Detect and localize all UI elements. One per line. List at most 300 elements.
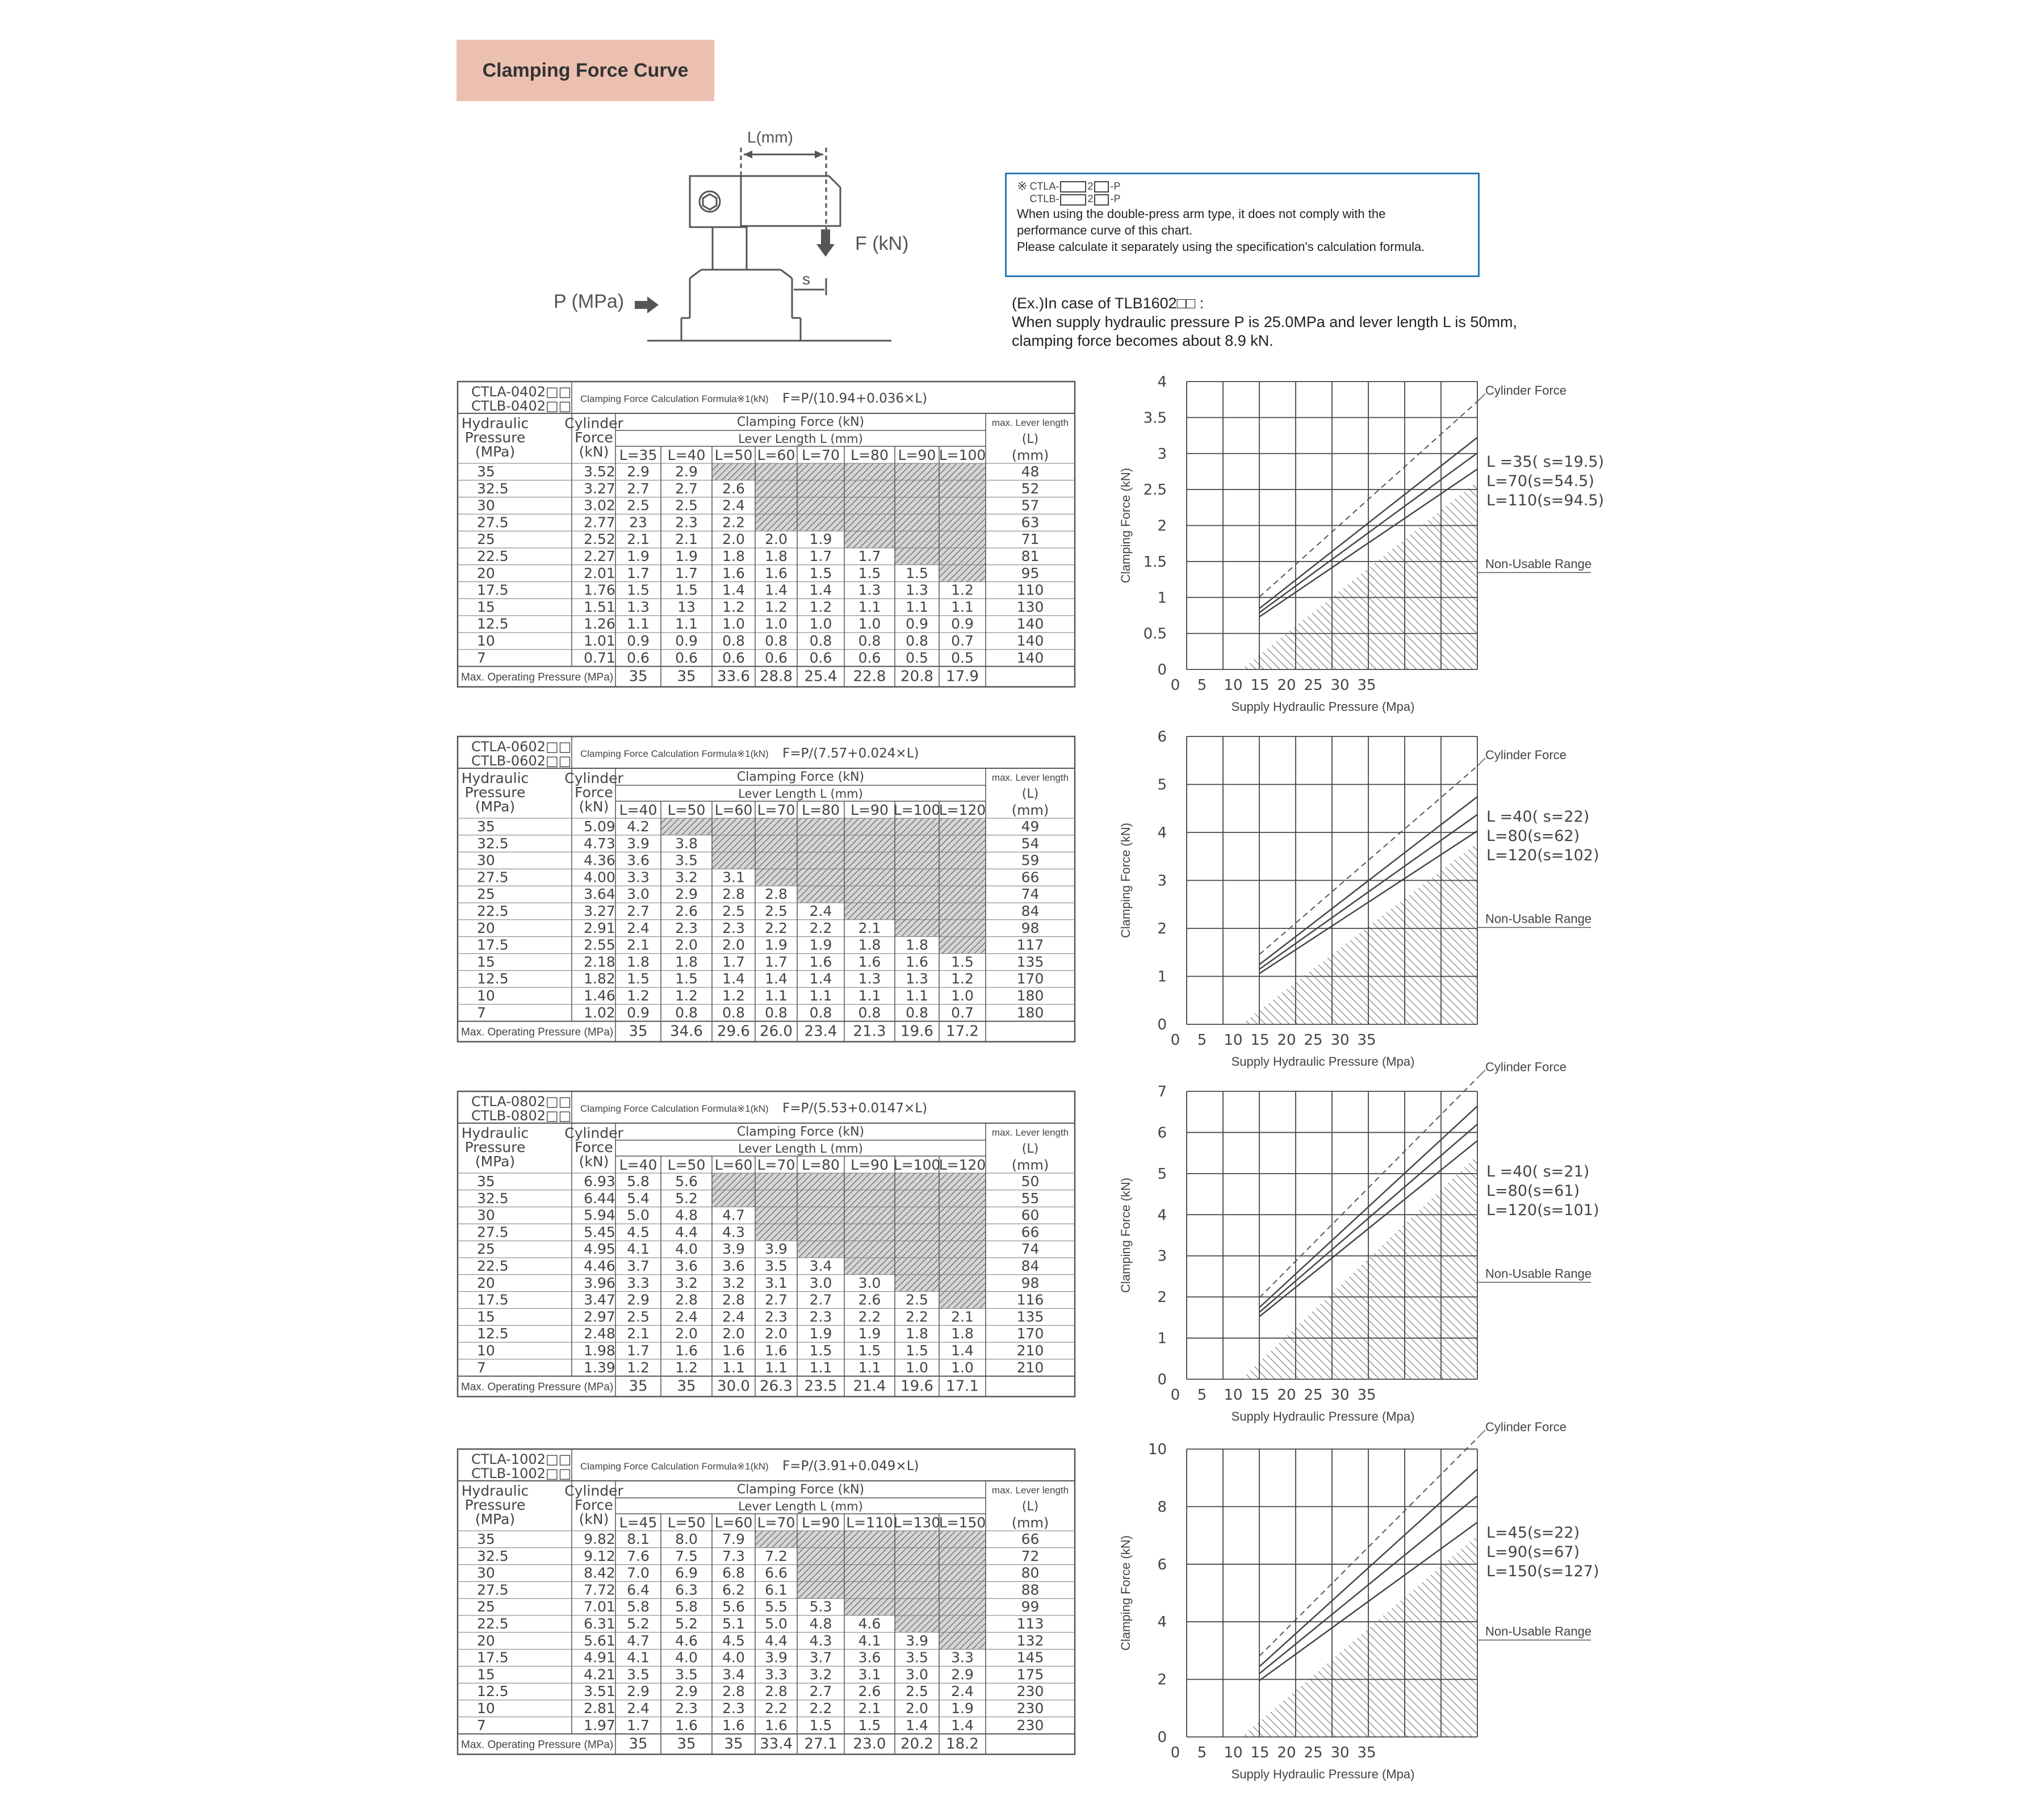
model-suffix: -P xyxy=(1110,193,1121,205)
pressure-value: 27.5 xyxy=(477,869,509,886)
lever-length-label: L=100 xyxy=(893,802,941,818)
table-row xyxy=(477,953,1044,970)
y-axis-label: Clamping Force (kN) xyxy=(1119,1535,1133,1651)
clamping-force-value: 1.5 xyxy=(858,564,881,581)
clamping-force-value: 1.1 xyxy=(858,987,881,1004)
max-operating-pressure-value: 27.1 xyxy=(804,1735,837,1753)
lever-length-label: L=40 xyxy=(619,802,657,818)
cylinder-force-value: 4.46 xyxy=(584,1258,615,1274)
max-operating-pressure-value: 33.4 xyxy=(760,1735,793,1753)
clamping-force-value: 1.5 xyxy=(906,564,928,581)
unusable-cell-block xyxy=(755,497,986,514)
pressure-value: 17.5 xyxy=(477,1291,509,1308)
lever-length-label: L=70 xyxy=(757,1514,795,1531)
cylinder-force-value: 2.18 xyxy=(584,953,615,970)
max-lever-value: 210 xyxy=(1016,1359,1044,1376)
hydraulic-pressure-header: Pressure xyxy=(464,1139,526,1155)
lever-length-label: L=60 xyxy=(757,447,795,463)
cylinder-force-value: 1.97 xyxy=(584,1716,615,1734)
clamping-force-value: 0.9 xyxy=(951,616,974,633)
unusable-cell-block xyxy=(661,818,986,835)
x-tick-label: 30 xyxy=(1330,1032,1350,1049)
clamping-force-value: 3.5 xyxy=(675,852,698,869)
max-lever-unit: (mm) xyxy=(1011,802,1049,818)
y-tick-label: 4 xyxy=(1157,1207,1167,1224)
hydraulic-pressure-header: (MPa) xyxy=(475,443,516,460)
lever-length-label: L=120 xyxy=(939,802,986,818)
x-tick-label: 20 xyxy=(1277,1744,1296,1761)
lever-length-label: L=80 xyxy=(802,1157,840,1173)
x-tick-label: 30 xyxy=(1330,677,1350,694)
cylinder-force-value: 5.45 xyxy=(584,1224,615,1241)
max-lever-header: max. Lever length xyxy=(991,772,1069,783)
clamping-force-value: 6.3 xyxy=(675,1581,698,1598)
clamping-force-value: 4.5 xyxy=(722,1632,745,1649)
y-tick-label: 0 xyxy=(1157,662,1167,679)
unusable-cell-block xyxy=(895,548,986,565)
clamping-force-value: 7.2 xyxy=(765,1547,788,1564)
clamping-force-value: 5.1 xyxy=(722,1615,745,1632)
max-operating-pressure-value: 35 xyxy=(677,1378,696,1395)
clamping-force-value: 2.2 xyxy=(765,919,788,936)
clamping-force-value: 2.0 xyxy=(765,1325,788,1342)
clamping-force-value: 2.1 xyxy=(858,1700,881,1716)
clamping-force-value: 2.0 xyxy=(906,1700,928,1716)
pressure-value: 35 xyxy=(477,463,495,480)
y-tick-label: 1.5 xyxy=(1143,553,1167,571)
clamping-force-value: 1.9 xyxy=(809,1325,832,1342)
table-row xyxy=(477,616,1044,632)
clamping-force-value: 2.5 xyxy=(627,1308,650,1325)
clamping-force-value: 1.1 xyxy=(809,987,832,1004)
cylinder-force-value: 2.97 xyxy=(584,1308,615,1325)
unusable-cell-block xyxy=(755,1531,986,1548)
clamping-force-value: 7.9 xyxy=(722,1531,745,1547)
hydraulic-pressure-header: (MPa) xyxy=(475,1511,516,1527)
clamping-force-value: 2.7 xyxy=(809,1291,832,1308)
clamping-force-value: 4.4 xyxy=(765,1632,788,1649)
y-tick-label: 2.5 xyxy=(1143,482,1167,499)
cylinder-force-value: 3.51 xyxy=(584,1683,615,1700)
clamping-force-value: 0.9 xyxy=(627,1004,650,1021)
pressure-value: 32.5 xyxy=(477,480,509,497)
cylinder-force-header: Force xyxy=(575,429,613,446)
clamping-force-value: 2.0 xyxy=(722,531,745,548)
formula: F=P/(3.91+0.049×L) xyxy=(782,1459,919,1473)
clamping-force-value: 1.5 xyxy=(951,953,974,970)
clamping-force-value: 2.9 xyxy=(675,1683,698,1700)
cylinder-force-value: 1.51 xyxy=(584,598,615,616)
clamping-force-value: 0.8 xyxy=(722,633,745,649)
cylinder-force-value: 1.02 xyxy=(584,1004,615,1021)
max-lever-value: 66 xyxy=(1021,1531,1040,1547)
unusable-cell-block xyxy=(844,1598,986,1615)
max-lever-header: max. Lever length xyxy=(991,1485,1069,1496)
clamping-force-value: 2.9 xyxy=(627,463,650,480)
clamping-force-value: 1.5 xyxy=(809,1716,832,1734)
formula-label: Clamping Force Calculation Formula※1(kN) xyxy=(580,748,769,759)
clamping-force-value: 2.3 xyxy=(675,919,698,936)
max-lever-l: (L) xyxy=(1021,1142,1039,1156)
max-lever-value: 95 xyxy=(1021,564,1040,581)
x-tick-label: 0 xyxy=(1170,1032,1180,1049)
clamping-force-value: 1.6 xyxy=(722,1716,745,1734)
series-label: L=150(s=127) xyxy=(1486,1563,1599,1580)
max-operating-pressure-value: 35 xyxy=(629,1735,648,1753)
clamping-force-value: 1.6 xyxy=(906,953,928,970)
clamping-force-value: 1.4 xyxy=(809,970,832,987)
lever-length-header: Lever Length L (mm) xyxy=(738,432,863,446)
clamping-force-value: 5.6 xyxy=(722,1598,745,1615)
pressure-value: 17.5 xyxy=(477,581,509,598)
clamping-force-value: 2.6 xyxy=(858,1291,881,1308)
model-digit: 2 xyxy=(1087,193,1094,205)
model-name-b: CTLB-0802□□ xyxy=(471,1108,572,1124)
clamping-force-value: 2.4 xyxy=(627,1700,650,1716)
clamping-force-value: 2.9 xyxy=(951,1666,974,1683)
clamping-force-value: 2.1 xyxy=(951,1308,974,1325)
table-row xyxy=(477,1717,1044,1734)
clamping-force-value: 2.7 xyxy=(765,1291,788,1308)
clamping-force-value: 4.0 xyxy=(675,1649,698,1666)
clamping-force-value: 4.8 xyxy=(809,1615,832,1632)
max-lever-value: 230 xyxy=(1016,1700,1044,1716)
y-tick-label: 0 xyxy=(1157,1371,1167,1388)
model-name-a: CTLA-0802□□ xyxy=(471,1094,572,1110)
clamping-force-value: 0.7 xyxy=(951,633,974,649)
max-lever-value: 132 xyxy=(1016,1632,1044,1649)
clamping-force-value: 1.8 xyxy=(951,1325,974,1342)
max-operating-pressure-value: 22.8 xyxy=(853,668,886,685)
unusable-cell-block xyxy=(797,1581,986,1598)
clamping-force-value: 3.3 xyxy=(627,1274,650,1291)
pressure-value: 10 xyxy=(477,1342,495,1359)
max-lever-value: 66 xyxy=(1021,869,1040,886)
spec-table-2 xyxy=(458,736,1075,1042)
clamping-force-value: 3.6 xyxy=(858,1649,881,1666)
clamping-force-value: 0.8 xyxy=(809,1004,832,1021)
pressure-value: 7 xyxy=(477,1359,486,1376)
pressure-value: 12.5 xyxy=(477,970,509,987)
max-operating-pressure-value: 21.4 xyxy=(853,1378,886,1395)
cylinder-force-value: 7.01 xyxy=(584,1598,615,1615)
table-row xyxy=(477,1342,1044,1359)
clamping-force-value: 2.9 xyxy=(627,1683,650,1700)
clamping-force-value: 0.8 xyxy=(765,633,788,649)
pressure-value: 32.5 xyxy=(477,835,509,852)
lever-length-label: L=35 xyxy=(619,447,657,463)
pressure-value: 15 xyxy=(477,1308,495,1325)
p-label: P (MPa) xyxy=(554,291,625,312)
clamping-force-value: 3.1 xyxy=(722,869,745,886)
cylinder-force-value: 1.76 xyxy=(584,581,615,598)
lever-length-label: L=70 xyxy=(757,802,795,818)
y-tick-label: 0.5 xyxy=(1143,625,1167,643)
series-label: L=120(s=102) xyxy=(1486,847,1599,864)
clamping-force-value: 0.8 xyxy=(809,633,832,649)
clamping-force-value: 5.8 xyxy=(675,1598,698,1615)
y-tick-label: 5 xyxy=(1157,776,1167,794)
max-lever-value: 55 xyxy=(1021,1190,1040,1207)
y-tick-label: 2 xyxy=(1157,517,1167,535)
clamping-force-value: 2.5 xyxy=(906,1291,928,1308)
lever-length-label: L=70 xyxy=(757,1157,795,1173)
clamping-force-value: 4.1 xyxy=(858,1632,881,1649)
unusable-cell-block xyxy=(755,1207,986,1224)
clamping-force-value: 3.4 xyxy=(722,1666,745,1683)
max-lever-value: 84 xyxy=(1021,903,1040,919)
unusable-cell-block xyxy=(712,852,986,869)
clamping-force-value: 1.0 xyxy=(906,1359,928,1376)
clamping-force-value: 3.2 xyxy=(722,1274,745,1291)
formula-label: Clamping Force Calculation Formula※1(kN) xyxy=(580,1103,769,1114)
clamping-force-value: 1.2 xyxy=(722,598,745,616)
max-lever-value: 49 xyxy=(1021,818,1040,835)
clamping-force-value: 1.7 xyxy=(809,548,832,564)
lever-length-label: L=90 xyxy=(802,1514,840,1531)
clamping-force-value: 2.5 xyxy=(722,903,745,919)
lever-length-label: L=60 xyxy=(714,1157,753,1173)
max-lever-value: 116 xyxy=(1016,1291,1044,1308)
clamping-force-value: 2.1 xyxy=(627,936,650,953)
clamping-force-value: 0.8 xyxy=(906,633,928,649)
cylinder-force-value: 1.98 xyxy=(584,1342,615,1359)
model-name-a: CTLA-0602□□ xyxy=(471,739,572,755)
pressure-value: 10 xyxy=(477,1700,495,1716)
clamping-force-value: 1.6 xyxy=(675,1342,698,1359)
unusable-cell-block xyxy=(895,1275,986,1292)
pressure-value: 7 xyxy=(477,1716,486,1734)
lever-length-label: L=60 xyxy=(714,1514,753,1531)
cylinder-force-value: 2.81 xyxy=(584,1700,615,1716)
clamping-force-value: 1.5 xyxy=(675,970,698,987)
unusable-cell-block xyxy=(844,531,986,548)
clamping-force-value: 2.8 xyxy=(722,1291,745,1308)
l-label: L(mm) xyxy=(747,128,793,146)
clamping-force-value: 0.8 xyxy=(858,1004,881,1021)
cylinder-force-label: Cylinder Force xyxy=(1485,1060,1567,1074)
clamping-force-value: 2.2 xyxy=(809,919,832,936)
clamping-force-value: 1.3 xyxy=(906,970,928,987)
y-axis-label: Clamping Force (kN) xyxy=(1119,823,1133,938)
table-row xyxy=(477,582,1044,598)
pressure-value: 32.5 xyxy=(477,1190,509,1207)
cylinder-force-header: Cylinder xyxy=(564,1483,623,1499)
clamping-force-value: 5.3 xyxy=(809,1598,832,1615)
force-chart-2 xyxy=(1119,729,1599,1069)
pressure-value: 35 xyxy=(477,1173,495,1190)
max-operating-pressure-value: 35 xyxy=(677,1735,696,1753)
clamping-force-value: 1.4 xyxy=(765,970,788,987)
pressure-value: 7 xyxy=(477,1004,486,1021)
max-lever-value: 117 xyxy=(1016,936,1044,953)
cylinder-force-value: 4.36 xyxy=(584,852,615,869)
non-usable-label: Non-Usable Range xyxy=(1485,911,1592,926)
clamping-force-value: 0.9 xyxy=(627,633,650,649)
pressure-value: 35 xyxy=(477,818,495,835)
table-row xyxy=(477,970,1044,987)
cylinder-force-value: 3.96 xyxy=(584,1274,615,1291)
cylinder-force-value: 4.73 xyxy=(584,835,615,852)
unusable-cell-block xyxy=(939,1632,986,1649)
clamping-force-value: 1.1 xyxy=(722,1359,745,1376)
clamping-force-value: 1.0 xyxy=(809,616,832,633)
max-lever-value: 175 xyxy=(1016,1666,1044,1683)
x-tick-label: 25 xyxy=(1304,1744,1323,1761)
x-tick-label: 25 xyxy=(1304,1387,1323,1404)
clamping-force-value: 1.7 xyxy=(675,564,698,581)
note-line-1: When using the double-press arm type, it does not comply with the xyxy=(1017,206,1386,221)
clamping-force-value: 2.4 xyxy=(722,497,745,514)
lever-length-label: L=80 xyxy=(802,802,840,818)
clamping-force-value: 1.6 xyxy=(765,1342,788,1359)
y-tick-label: 1 xyxy=(1157,589,1167,607)
clamping-force-value: 7.6 xyxy=(627,1547,650,1564)
x-tick-label: 10 xyxy=(1224,1032,1243,1049)
max-operating-pressure-value: 30.0 xyxy=(717,1378,750,1395)
max-lever-value: 59 xyxy=(1021,852,1040,869)
clamping-force-value: 1.8 xyxy=(858,936,881,953)
clamping-force-value: 13 xyxy=(677,598,696,616)
clamping-force-value: 1.9 xyxy=(809,936,832,953)
y-tick-label: 8 xyxy=(1157,1498,1167,1516)
max-lever-value: 52 xyxy=(1021,480,1040,497)
non-usable-label: Non-Usable Range xyxy=(1485,1624,1592,1639)
clamping-force-value: 3.2 xyxy=(809,1666,832,1683)
cylinder-force-header: (kN) xyxy=(579,1511,609,1527)
hydraulic-pressure-header: (MPa) xyxy=(475,1153,516,1170)
lever-length-label: L=50 xyxy=(714,447,753,463)
y-tick-label: 3.5 xyxy=(1143,409,1167,427)
clamping-force-header: Clamping Force (kN) xyxy=(736,1125,865,1139)
max-lever-value: 180 xyxy=(1016,987,1044,1004)
pressure-value: 10 xyxy=(477,987,495,1004)
y-tick-label: 0 xyxy=(1157,1729,1167,1746)
cylinder-force-value: 1.46 xyxy=(584,987,615,1004)
clamping-force-value: 1.4 xyxy=(722,970,745,987)
clamping-force-value: 0.6 xyxy=(627,649,650,666)
clamping-force-value: 2.2 xyxy=(765,1700,788,1716)
lever-length-label: L=100 xyxy=(939,447,986,463)
clamping-force-value: 1.6 xyxy=(765,1716,788,1734)
pressure-value: 25 xyxy=(477,1241,495,1258)
non-usable-region xyxy=(1241,481,1477,669)
lever-length-label: L=40 xyxy=(667,447,706,463)
clamping-force-value: 2.3 xyxy=(675,514,698,531)
clamping-force-value: 2.5 xyxy=(765,903,788,919)
hydraulic-pressure-header: Pressure xyxy=(464,784,526,801)
clamping-force-value: 2.8 xyxy=(722,1683,745,1700)
lever-length-header: Lever Length L (mm) xyxy=(738,1500,863,1513)
clamping-force-value: 2.4 xyxy=(627,919,650,936)
pressure-value: 30 xyxy=(477,497,495,514)
hydraulic-pressure-header: Hydraulic xyxy=(461,1125,529,1141)
max-operating-pressure-value: 19.6 xyxy=(900,1378,933,1395)
clamping-force-value: 1.0 xyxy=(722,616,745,633)
pressure-value: 22.5 xyxy=(477,1615,509,1632)
hydraulic-pressure-header: (MPa) xyxy=(475,798,516,815)
clamping-force-value: 4.7 xyxy=(722,1207,745,1224)
cylinder-force-value: 2.48 xyxy=(584,1325,615,1342)
cylinder-force-value: 2.77 xyxy=(584,514,615,531)
lever-length-label: L=130 xyxy=(893,1514,941,1531)
max-lever-value: 88 xyxy=(1021,1581,1040,1598)
clamping-force-value: 5.0 xyxy=(765,1615,788,1632)
lever-length-label: L=70 xyxy=(802,447,840,463)
clamping-force-value: 1.4 xyxy=(765,581,788,598)
clamping-force-value: 1.4 xyxy=(951,1716,974,1734)
y-tick-label: 4 xyxy=(1157,1614,1167,1631)
unusable-cell-block xyxy=(755,1224,986,1241)
table-row xyxy=(477,650,1044,666)
clamping-force-value: 5.8 xyxy=(627,1598,650,1615)
cylinder-force-label: Cylinder Force xyxy=(1485,1420,1567,1434)
max-lever-unit: (mm) xyxy=(1011,447,1049,463)
hydraulic-pressure-header: Pressure xyxy=(464,429,526,446)
clamping-force-value: 1.5 xyxy=(627,970,650,987)
max-lever-value: 140 xyxy=(1016,649,1044,666)
cylinder-force-value: 3.47 xyxy=(584,1291,615,1308)
lever-length-label: L=50 xyxy=(667,802,706,818)
clamping-force-value: 2.2 xyxy=(809,1700,832,1716)
pressure-value: 35 xyxy=(477,1531,495,1547)
clamping-force-value: 0.6 xyxy=(675,649,698,666)
clamping-force-value: 1.2 xyxy=(627,987,650,1004)
max-operating-pressure-value: 25.4 xyxy=(804,668,837,685)
max-operating-pressure-value: 26.3 xyxy=(760,1378,793,1395)
clamping-force-value: 1.0 xyxy=(951,987,974,1004)
pressure-value: 27.5 xyxy=(477,514,509,531)
clamping-force-value: 6.8 xyxy=(722,1564,745,1581)
clamping-force-value: 2.1 xyxy=(627,531,650,548)
clamping-force-value: 1.8 xyxy=(765,548,788,564)
lever-length-label: L=100 xyxy=(893,1157,941,1173)
y-tick-label: 3 xyxy=(1157,445,1167,463)
hydraulic-pressure-header: Hydraulic xyxy=(461,1483,529,1499)
cylinder-force-header: Force xyxy=(575,1497,613,1513)
clamping-force-value: 0.8 xyxy=(858,633,881,649)
series-label: L=90(s=67) xyxy=(1486,1543,1580,1561)
x-tick-label: 0 xyxy=(1170,1744,1180,1761)
clamping-force-value: 4.6 xyxy=(858,1615,881,1632)
note-mark: ※ xyxy=(1017,179,1028,193)
table-row xyxy=(477,1359,1044,1376)
unusable-cell-block xyxy=(895,920,986,937)
cylinder-force-value: 2.01 xyxy=(584,564,615,581)
cylinder-force-value: 5.61 xyxy=(584,1632,615,1649)
clamping-force-value: 4.3 xyxy=(809,1632,832,1649)
spec-table-3 xyxy=(458,1091,1075,1397)
x-tick-label: 5 xyxy=(1197,1032,1207,1049)
max-operating-pressure-value: 20.8 xyxy=(900,668,933,685)
model-suffix: -P xyxy=(1110,181,1121,192)
clamping-force-value: 4.3 xyxy=(722,1224,745,1241)
max-lever-value: 135 xyxy=(1016,1308,1044,1325)
clamping-force-value: 1.9 xyxy=(627,548,650,564)
max-lever-value: 210 xyxy=(1016,1342,1044,1359)
pressure-value: 20 xyxy=(477,1632,495,1649)
clamping-force-value: 7.0 xyxy=(627,1564,650,1581)
clamping-force-value: 6.2 xyxy=(722,1581,745,1598)
clamping-force-value: 2.8 xyxy=(765,1683,788,1700)
clamping-force-value: 2.4 xyxy=(951,1683,974,1700)
pressure-value: 20 xyxy=(477,564,495,581)
max-operating-pressure-value: 28.8 xyxy=(760,668,793,685)
clamping-force-value: 6.4 xyxy=(627,1581,650,1598)
max-lever-value: 84 xyxy=(1021,1258,1040,1274)
clamping-force-value: 7.5 xyxy=(675,1547,698,1564)
max-operating-pressure-label: Max. Operating Pressure (MPa) xyxy=(461,671,614,684)
